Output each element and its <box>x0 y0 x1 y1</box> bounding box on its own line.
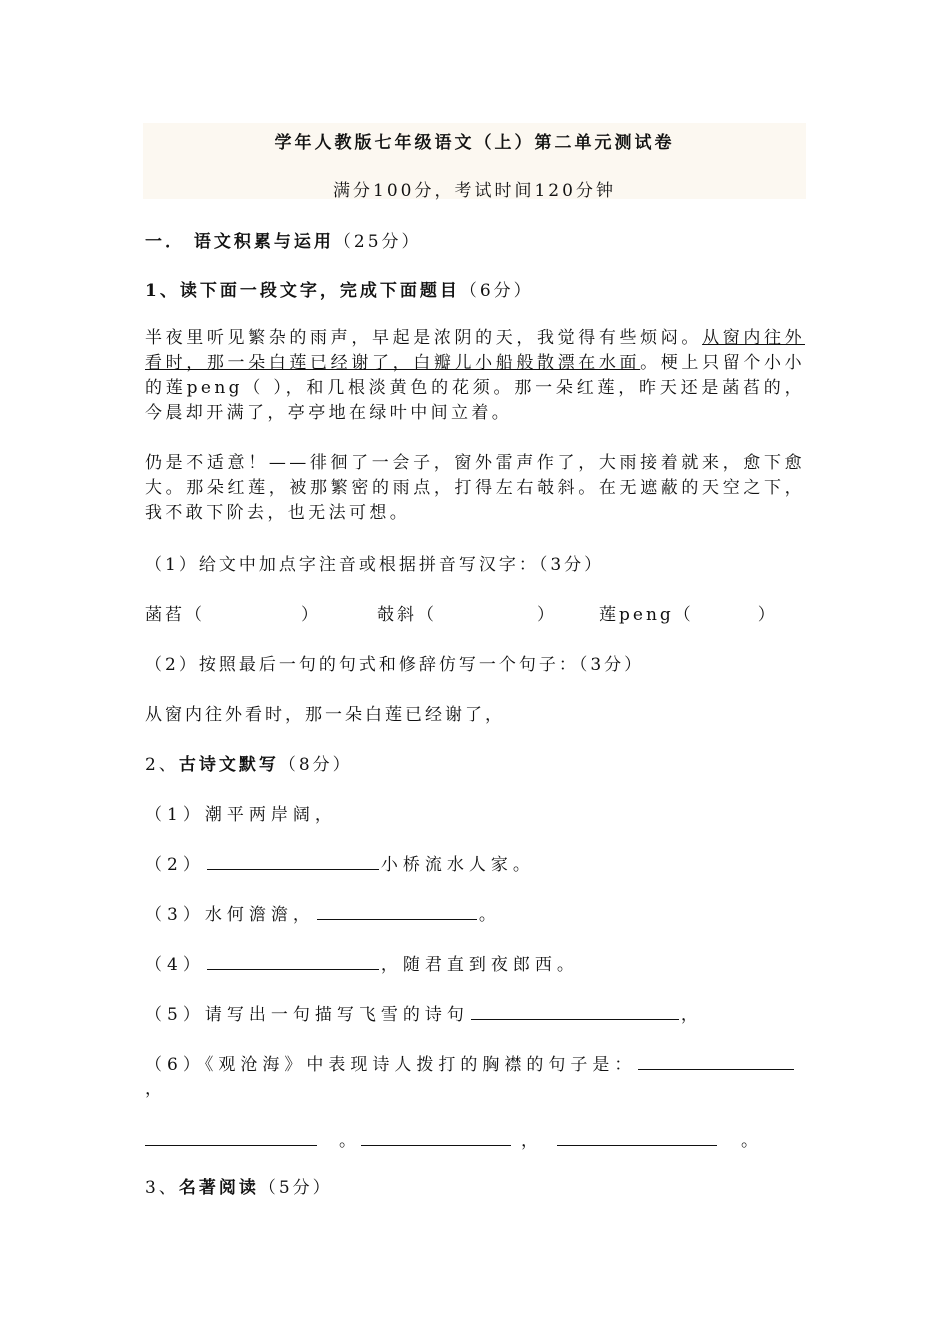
question-3-title: 名著阅读 <box>178 1178 259 1198</box>
question-1-heading <box>145 276 534 301</box>
answer-blank[interactable] <box>207 851 379 870</box>
answer-paren: ） <box>301 605 321 625</box>
answer-label-handan: 菡萏（ <box>145 605 205 625</box>
poem-item-5 <box>145 1000 703 1025</box>
passage-paragraph-2: 仍是不适意！——徘徊了一会子，窗外雷声作了，大雨接着就来，愈下愈大。那朵红莲，被那繁密的雨点，打得左右攲斜。在无遮蔽的天空之下，我不敢下阶去，也无法可想。 <box>145 453 805 523</box>
poem-item-2 <box>145 850 535 875</box>
answer-blank[interactable] <box>207 951 379 970</box>
question-2-number: 2、 <box>145 755 179 775</box>
section-heading-score: （25分） <box>333 232 422 252</box>
poem-item-1: （1）潮平两岸阔， <box>145 805 337 825</box>
answer-label-peng: 莲peng（ <box>599 605 694 625</box>
question-3-heading <box>145 1173 333 1198</box>
passage-text: 半夜里听见繁杂的雨声，早起是浓阴的天，我觉得有些烦闷。 <box>145 328 703 348</box>
poem-punctuation: 。 <box>339 1131 359 1151</box>
answer-blank[interactable] <box>557 1127 717 1146</box>
answer-blank[interactable] <box>471 1001 679 1020</box>
passage-underlined-sentence: 从窗内往外看时，那一朵白莲已经谢了，白瓣儿小船般散漂在水面 <box>145 328 805 373</box>
poem-item-number: （2） <box>145 855 205 875</box>
question-3-score: （5分） <box>258 1178 333 1198</box>
page-title: 学年人教版七年级语文（上）第二单元测试卷 <box>274 133 675 153</box>
section-heading <box>145 227 422 252</box>
answer-blank[interactable] <box>361 1127 511 1146</box>
poem-punctuation: ， <box>145 1079 165 1099</box>
question-1-sub-1: （1）给文中加点字注音或根据拼音写汉字：（3分） <box>145 555 605 575</box>
poem-line-text: （6）《观沧海》中表现诗人拨打的胸襟的句子是： <box>145 1055 637 1075</box>
poem-line-text: 小桥流水人家。 <box>380 855 535 875</box>
poem-line-text: ，随君直到夜郎西。 <box>380 955 579 975</box>
page-subtitle: 满分100分，考试时间120分钟 <box>333 181 616 201</box>
poem-line-text: （3）水何澹澹， <box>145 905 315 925</box>
poem-punctuation: ， <box>680 1005 703 1025</box>
poem-item-number: （4） <box>145 955 205 975</box>
answer-paren: ） <box>537 605 557 625</box>
poem-item-6 <box>145 1050 796 1075</box>
question-2-title: 古诗文默写 <box>178 755 279 775</box>
poem-item-4 <box>145 950 579 975</box>
question-2-heading <box>145 750 353 775</box>
poem-item-6-answers <box>145 1126 761 1151</box>
answer-blank[interactable] <box>638 1051 794 1070</box>
passage-text: 。梗上只留个小小的莲peng（ ），和几根淡黄色的花须。那一朵红莲，昨天还是菡萏的，今晨却开满了，亭亭地在绿叶中间立着。 <box>145 353 805 423</box>
poem-item-3 <box>145 900 501 925</box>
poem-line-text: （5）请写出一句描写飞雪的诗句 <box>145 1005 469 1025</box>
poem-punctuation: 。 <box>741 1131 761 1151</box>
question-1-sub-2: （2）按照最后一句的句式和修辞仿写一个句子：（3分） <box>145 655 645 675</box>
question-3-number: 3、 <box>145 1178 179 1198</box>
answer-label-qixie: 攲斜（ <box>377 605 437 625</box>
poem-punctuation: 。 <box>478 905 501 925</box>
answer-paren: ） <box>757 605 778 625</box>
question-1-title: 1、读下面一段文字，完成下面题目 <box>145 281 460 301</box>
imitation-prompt: 从窗内往外看时，那一朵白莲已经谢了， <box>145 705 505 725</box>
section-heading-title: 一． 语文积累与运用 <box>145 232 334 252</box>
pinyin-answer-row <box>145 600 778 625</box>
poem-punctuation: ， <box>521 1131 541 1151</box>
question-2-score: （8分） <box>278 755 353 775</box>
question-1-score: （6分） <box>459 281 534 301</box>
answer-blank[interactable] <box>145 1127 317 1146</box>
answer-blank[interactable] <box>317 901 477 920</box>
passage-paragraph-1 <box>145 326 805 426</box>
